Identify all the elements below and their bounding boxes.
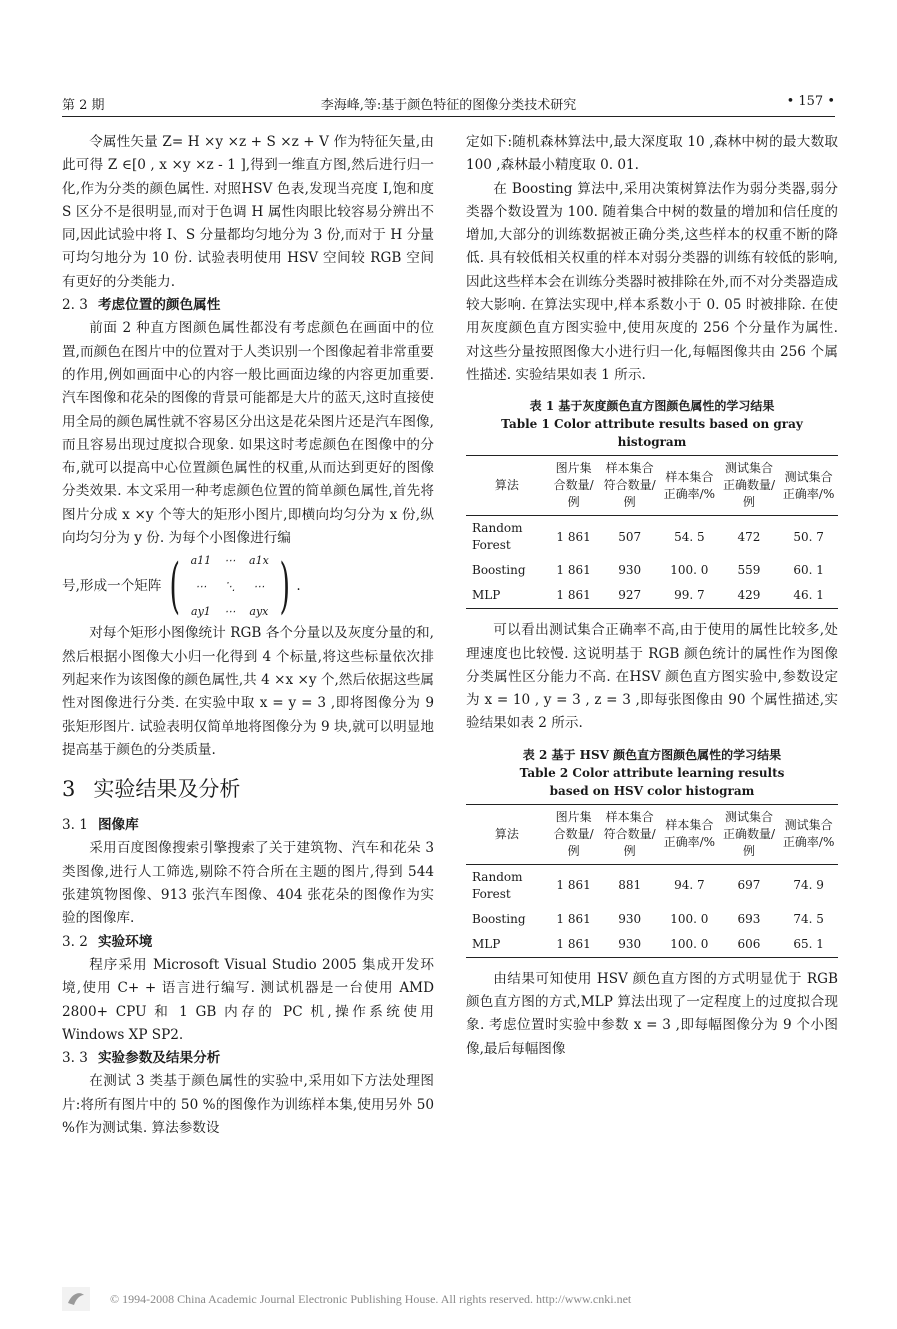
cell: 100. 0 [670, 936, 709, 951]
matrix-cell: ⋯ [224, 605, 236, 618]
table-header-row [466, 456, 838, 516]
paragraph: 令属性矢量 Z= H ×y ×z + S ×z + V 作为特征矢量,由此可得 Z ∈[0 , x ×y ×z - 1 ],得到一维直方图,然后进行归一化,作为分类的颜色属性. 对照HSV 色表,发现当亮度 I,饱和度 S 区分不是很明显,而对于色调 H 属性肉眼比较容易分辨出不同,因此试验中将 I、S 分量都均匀地分为 3 份,而对于 H 分量可均匀地分为 10 份. 试验表明使用 HSV 空间较 RGB 空间有更好的分类能力. [62, 134, 434, 290]
cell: 693 [737, 911, 761, 926]
cell: 429 [737, 588, 761, 603]
copyright-text: © 1994-2008 China Academic Journal Electronic Publishing House. All rights reserved. http://www.cnki.net [110, 1291, 632, 1306]
matrix-grid [187, 549, 273, 623]
cell: 54. 5 [674, 529, 705, 544]
copyright-footer [62, 1287, 631, 1311]
col-header: 测试集合正确数量/例 [719, 804, 780, 864]
table-row [466, 864, 838, 907]
table-row [466, 907, 838, 932]
paragraph: 程序采用 Microsoft Visual Studio 2005 集成开发环境,使用 C+ + 语言进行编写. 测试机器是一台使用 AMD 2800+ CPU 和 1 GB 内存的 PC 机,操作系统使用 Windows XP SP2. [62, 956, 434, 1043]
section-heading-3-3: 3. 3 实验参数及结果分析 [62, 1050, 221, 1067]
table-1 [466, 455, 838, 609]
matrix-right-bracket: ) [279, 551, 290, 622]
table-row [466, 583, 838, 609]
matrix-cell: ay1 [191, 605, 211, 618]
right-column [466, 131, 838, 1061]
table-1-caption-cn: 表 1 基于灰度颜色直方图颜色属性的学习结果 [529, 399, 775, 414]
cell: 60. 1 [793, 563, 824, 578]
col-header: 样本集合符合数量/例 [599, 804, 660, 864]
cell: Random Forest [472, 521, 523, 553]
table-2-caption-en: based on HSV color histogram [549, 783, 755, 798]
col-header: 图片集合数量/例 [548, 456, 600, 516]
issue-number: 第 2 期 [62, 98, 105, 113]
matrix-cell: a1x [249, 554, 269, 568]
table-2 [466, 804, 838, 958]
matrix-line [62, 550, 434, 622]
paragraph: 前面 2 种直方图颜色属性都没有考虑颜色在画面中的位置,而颜色在图片中的位置对于人类识别一个图像起着非常重要的作用,例如画面中心的内容一般比画面边缘的内容更加重要. 汽车图像和花朵的图像的背景可能都是大片的蓝天,这时直接使用全局的颜色属性就不容易区分出这是花朵图片还是汽车图像,而且容易出现过度拟合现象. 如果这时考虑颜色在图像中的分布,就可以提高中心位置颜色属性的权重,从而达到更好的图像分类效果. 本文采用一种考虑颜色位置的简单颜色属性,首先将图片分成 x ×y 个等大的矩形小图片,即横向均匀分为 x 份,纵向均匀分为 y 份. 为每个小图像进行编 [62, 320, 434, 547]
table-row [466, 932, 838, 958]
matrix-cell: ⋯ [224, 554, 236, 568]
col-header: 样本集合正确率/% [660, 456, 719, 516]
cell: 927 [618, 588, 642, 603]
cell: 46. 1 [793, 588, 824, 603]
publisher-logo-icon [62, 1287, 90, 1311]
cell: Boosting [472, 911, 526, 926]
left-column [62, 131, 434, 1140]
table-2-caption-en: Table 2 Color attribute learning results [519, 765, 785, 780]
cell: 50. 7 [793, 529, 824, 544]
table-1-caption-en: Table 1 Color attribute results based on gray histogram [501, 417, 803, 450]
cell: 1 861 [556, 911, 591, 926]
cell: 472 [737, 529, 761, 544]
cell: 930 [618, 563, 642, 578]
cell: 1 861 [556, 936, 591, 951]
table-row [466, 516, 838, 559]
cell: 1 861 [556, 588, 591, 603]
cell: MLP [472, 588, 501, 603]
col-header: 图片集合数量/例 [548, 804, 600, 864]
cell: 100. 0 [670, 911, 709, 926]
matrix-left-bracket: ( [169, 551, 181, 622]
col-header: 测试集合正确率/% [779, 456, 838, 516]
paragraph: 可以看出测试集合正确率不高,由于使用的属性比较多,处理速度也比较慢. 这说明基于 RGB 颜色统计的属性作为图像分类属性区分能力不高. 在HSV 颜色直方图实验中,参数设定为 x = 10 , y = 3 , z = 3 ,即每张图像由 90 个属性描述,实验结果如表 2 所示. [466, 622, 838, 732]
cell: 65. 1 [793, 936, 824, 951]
section-heading-2-3: 2. 3 考虑位置的颜色属性 [62, 297, 221, 314]
cell: 559 [737, 563, 761, 578]
paragraph: 对每个矩形小图像统计 RGB 各个分量以及灰度分量的和,然后根据小图像大小归一化得到 4 个标量,将这些标量依次排列起来作为该图像的颜色属性,共 4 ×x ×y 个,然后依据这些属性对图像进行分类. 在实验中取 x = y = 3 ,即将图像分为 9 张矩形图片. 试验表明仅简单地将图像分为 9 块,就可以明显地提高基于颜色的分类质量. [62, 625, 434, 758]
cell: MLP [472, 936, 501, 951]
col-header: 测试集合正确率/% [779, 804, 838, 864]
cell: 1 861 [556, 529, 591, 544]
paragraph: 采用百度图像搜索引擎搜索了关于建筑物、汽车和花朵 3 类图像,进行人工筛选,剔除不符合所在主题的图片,得到 544 张建筑物图像、913 张汽车图像、404 张花朵的图像作为实验的图像库. [62, 840, 434, 927]
period: . [296, 577, 301, 594]
cell: 74. 9 [793, 878, 824, 893]
section-heading-3-1: 3. 1 图像库 [62, 817, 139, 834]
cell: 100. 0 [670, 563, 709, 578]
matrix-cell: ayx [249, 605, 269, 618]
cell: 1 861 [556, 878, 591, 893]
cell: Boosting [472, 563, 526, 578]
paragraph: 定如下:随机森林算法中,最大深度取 10 ,森林中树的最大数取 100 ,森林最小精度取 0. 01. [466, 134, 838, 174]
matrix [163, 549, 300, 623]
paragraph: 在测试 3 类基于颜色属性的实验中,采用如下方法处理图片:将所有图片中的 50 %的图像作为训练样本集,使用另外 50 %作为测试集. 算法参数设 [62, 1073, 434, 1136]
col-header: 测试集合正确数量/例 [719, 456, 780, 516]
paragraph: 在 Boosting 算法中,采用决策树算法作为弱分类器,弱分类器个数设置为 100. 随着集合中树的数量的增加和信任度的增加,大部分的训练数据被正确分类,这些样本的权重不断的降低. 具有较低相关权重的样本对弱分类器的训练有较低的影响,因此这些样本会在训练分类器时被排除在外,而不对分类器造成较大影响. 在算法实现中,样本系数小于 0. 05 时被排除. 在使用灰度颜色直方图实验中,使用灰度的 256 个分量作为属性. 对这些分量按照图像大小进行归一化,每幅图像共由 256 个属性描述. 实验结果如表 1 所示. [466, 180, 838, 383]
cell: 697 [737, 878, 761, 893]
table-2-caption-cn: 表 2 基于 HSV 颜色直方图颜色属性的学习结果 [522, 747, 782, 762]
matrix-cell: ⋱ [224, 579, 236, 593]
cell: Random Forest [472, 869, 523, 901]
cell: 881 [618, 878, 642, 893]
running-header [62, 94, 835, 117]
matrix-cell: ⋯ [195, 579, 207, 593]
cell: 930 [618, 911, 642, 926]
running-title: 李海峰,等:基于颜色特征的图像分类技术研究 [320, 98, 577, 113]
table-row [466, 558, 838, 583]
cell: 507 [618, 529, 642, 544]
paragraph-tail: 号,形成一个矩阵 [62, 577, 162, 594]
col-header: 算法 [466, 804, 548, 864]
col-header: 样本集合正确率/% [660, 804, 719, 864]
section-heading-3: 3 实验结果及分析 [62, 777, 241, 802]
cell: 1 861 [556, 563, 591, 578]
cell: 930 [618, 936, 642, 951]
cell: 606 [737, 936, 761, 951]
matrix-cell: a11 [190, 554, 212, 568]
cell: 94. 7 [674, 878, 705, 893]
page-number: • 157 • [786, 94, 835, 109]
section-heading-3-2: 3. 2 实验环境 [62, 933, 153, 950]
table-header-row [466, 804, 838, 864]
paragraph: 由结果可知使用 HSV 颜色直方图的方式明显优于 RGB 颜色直方图的方式,MLP 算法出现了一定程度上的过度拟合现象. 考虑位置时实验中参数 x = 3 ,即每幅图像分为 9 个小图像,最后每幅图像 [466, 970, 838, 1057]
col-header: 样本集合符合数量/例 [599, 456, 660, 516]
col-header: 算法 [466, 456, 548, 516]
cell: 99. 7 [674, 588, 705, 603]
matrix-cell: ⋯ [253, 579, 265, 593]
cell: 74. 5 [793, 911, 824, 926]
